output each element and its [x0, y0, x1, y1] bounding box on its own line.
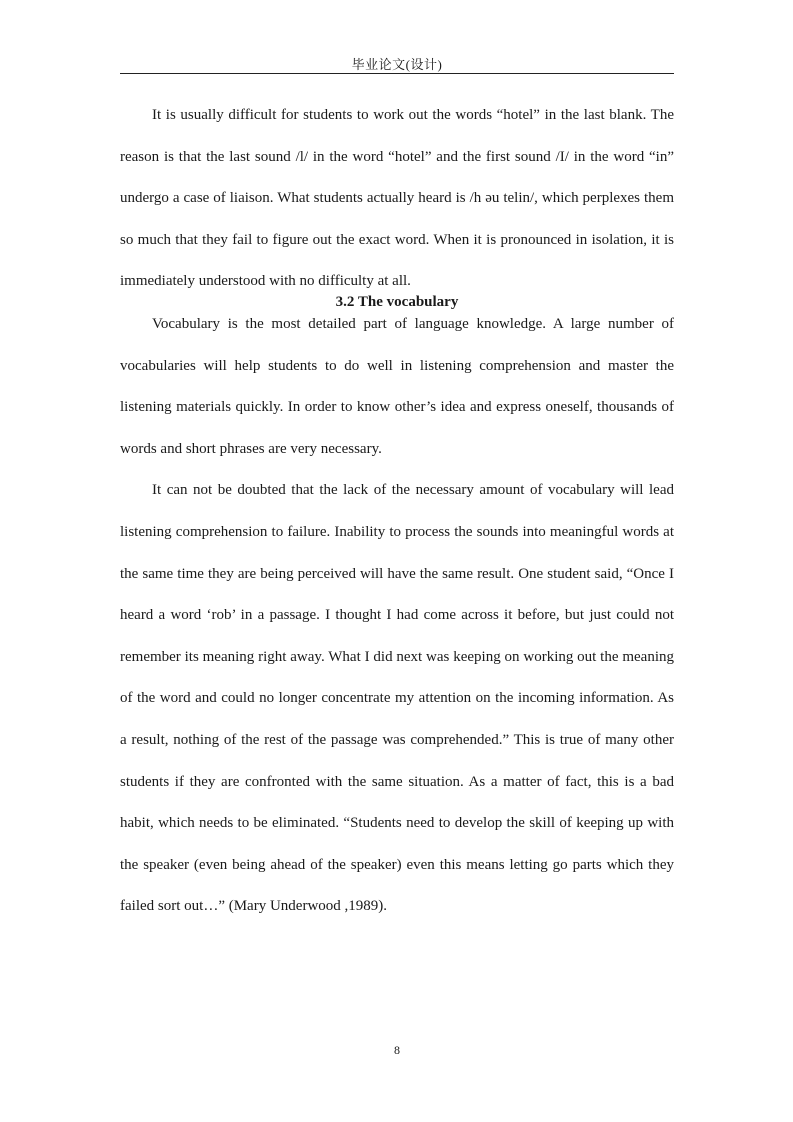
page-number: 8 [394, 1043, 400, 1057]
page-header: 毕业论文(设计) [351, 57, 443, 72]
section-heading: 3.2 The vocabulary [335, 293, 459, 310]
paragraph-vocabulary-lack: It can not be doubted that the lack of the necessary amount of vocabulary will lead listening comprehension to failure. Inability to process the sounds into meaningful words at the same time they are being perceived will have the same result. One student said, “Once I heard a word ‘rob’ in a passage. I thought I had come across it before, but just could not remember its meaning right away. What I did next was keeping on working out the meaning of the word and could no longer concentrate my attention on the incoming information. As a result, nothing of the rest of the passage was comprehended.” This is true of many other students if they are confronted with the same situation. As a matter of fact, this is a bad habit, which needs to be eliminated. “Students need to develop the skill of keeping up with the speaker (even being ahead of the speaker) even this means letting go parts which they failed sort out…” (Mary Underwood ,1989). [120, 482, 674, 915]
document-body [120, 95, 674, 928]
paragraph-vocabulary-intro: Vocabulary is the most detailed part of language knowledge. A large number of vocabularies will help students to do well in listening comprehension and master the listening materials quickly. In order to know other’s idea and express oneself, thousands of words and short phrases are very necessary. [120, 315, 674, 457]
paragraph-liaison: It is usually difficult for students to work out the words “hotel” in the last blank. The reason is that the last sound /l/ in the word “hotel” and the first sound /I/ in the word “in” undergo a case of liaison. What students actually heard is /h əu telin/, which perplexes them so much that they fail to figure out the exact word. When it is pronounced in isolation, it is immediately understood with no difficulty at all. [120, 107, 674, 290]
header-rule [120, 73, 674, 74]
